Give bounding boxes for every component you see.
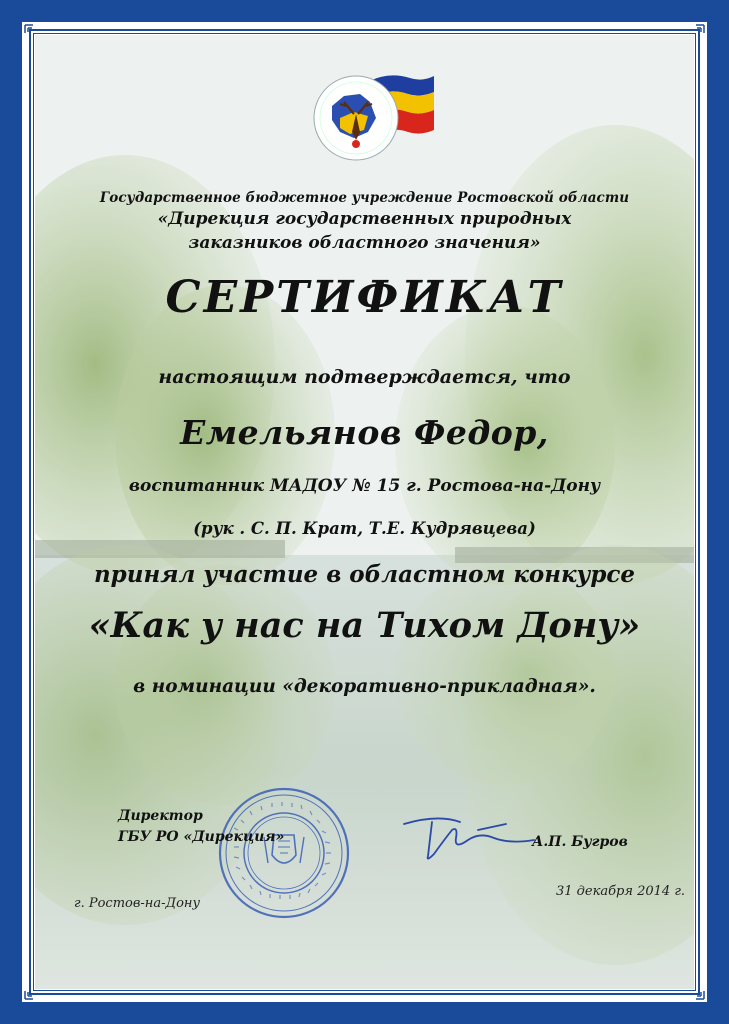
recipient-name: Емельянов Федор, xyxy=(180,413,549,452)
round-seal-icon xyxy=(216,785,352,921)
issue-date: 31 декабря 2014 г. xyxy=(556,884,686,899)
organization-line-3: заказников областного значения» xyxy=(188,233,541,253)
director-title: Директор xyxy=(118,808,203,824)
contest-name: «Как у нас на Тихом Дону» xyxy=(88,605,641,646)
director-signature-icon xyxy=(398,810,538,866)
certificate-title: СЕРТИФИКАТ xyxy=(165,272,564,323)
signer-name: А.П. Бугров xyxy=(532,834,628,850)
participation-text: принял участие в областном конкурсе xyxy=(93,561,636,588)
pupil-line: воспитанник МАДОУ № 15 г. Ростова-на-Дону xyxy=(128,476,601,496)
organization-logo-icon xyxy=(310,66,440,170)
city-text: г. Ростов-на-Дону xyxy=(74,896,201,911)
director-organization: ГБУ РО «Дирекция» xyxy=(118,829,285,845)
leaders-line: (рук . С. П. Крат, Т.Е. Кудрявцева) xyxy=(193,519,536,538)
nomination-text: в номинации «декоративно-прикладная». xyxy=(133,676,596,697)
organization-line-1: Государственное бюджетное учреждение Ростовской области xyxy=(99,190,630,206)
confirmation-text: настоящим подтверждается, что xyxy=(158,366,571,388)
organization-line-2: «Дирекция государственных природных xyxy=(157,209,572,229)
